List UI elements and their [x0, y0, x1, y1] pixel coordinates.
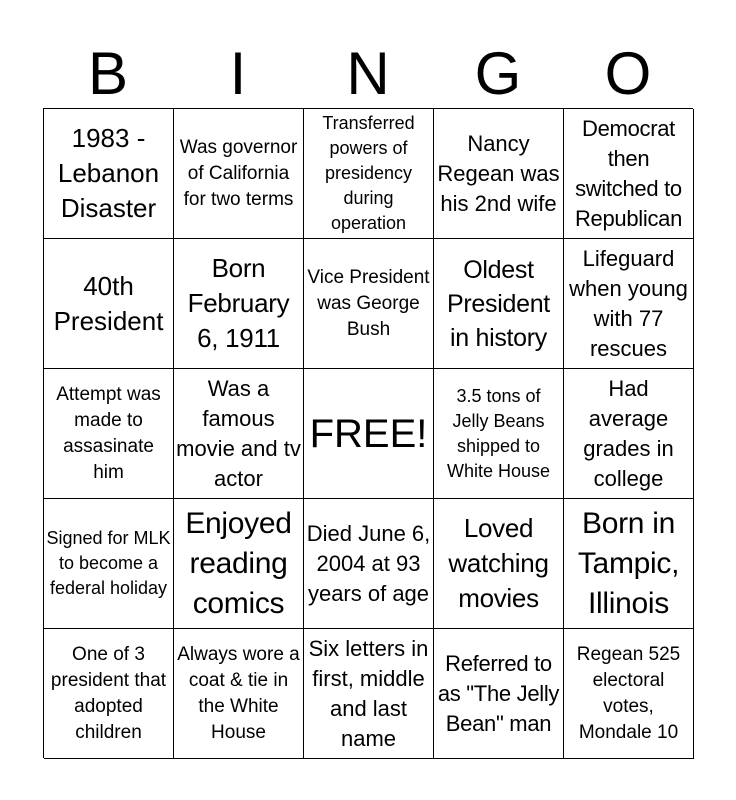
- bingo-cell[interactable]: [434, 369, 564, 499]
- cell-text: Always wore a coat & tie in the White House: [177, 643, 300, 743]
- free-space-text: FREE!: [309, 411, 428, 456]
- bingo-cell[interactable]: [434, 239, 564, 369]
- bingo-cell[interactable]: [44, 109, 174, 239]
- cell-text: Democrat then switched to Republican: [574, 115, 683, 231]
- cell-text: Oldest President in history: [447, 255, 550, 352]
- cell-text: Attempt was made to assasinate him: [56, 383, 161, 483]
- bingo-cell[interactable]: [44, 369, 174, 499]
- bingo-cell[interactable]: [174, 629, 304, 759]
- bingo-cell[interactable]: [304, 629, 434, 759]
- cell-text: Born February 6, 1911: [187, 253, 290, 353]
- bingo-cell[interactable]: [44, 239, 174, 369]
- bingo-cell[interactable]: [174, 369, 304, 499]
- bingo-cell[interactable]: [564, 239, 694, 369]
- bingo-cell[interactable]: [304, 499, 434, 629]
- cell-text: One of 3 president that adopted children: [50, 643, 167, 743]
- bingo-header: [43, 40, 693, 108]
- bingo-cell[interactable]: [304, 239, 434, 369]
- cell-text: 40th President: [53, 270, 164, 336]
- bingo-grid: [43, 108, 693, 758]
- bingo-cell[interactable]: [174, 499, 304, 629]
- cell-text: Referred to as "The Jelly Bean" man: [437, 650, 560, 736]
- bingo-cell[interactable]: [304, 109, 434, 239]
- cell-text: Was governor of California for two terms: [179, 136, 298, 210]
- cell-text: 3.5 tons of Jelly Beans shipped to White House: [446, 385, 551, 481]
- header-letter-i: I: [229, 40, 247, 107]
- cell-text: Enjoyed reading comics: [185, 506, 292, 620]
- bingo-cell[interactable]: [434, 629, 564, 759]
- bingo-cell[interactable]: [564, 629, 694, 759]
- cell-text: Transferred powers of presidency during operation: [322, 113, 415, 233]
- free-space-cell[interactable]: [304, 369, 434, 499]
- bingo-cell[interactable]: [174, 109, 304, 239]
- bingo-cell[interactable]: [44, 499, 174, 629]
- header-letter-o: O: [604, 40, 652, 107]
- header-letter-g: G: [474, 40, 522, 107]
- cell-text: Nancy Regean was his 2nd wife: [437, 130, 560, 216]
- cell-text: Had average grades in college: [583, 375, 674, 491]
- bingo-cell[interactable]: [434, 109, 564, 239]
- cell-text: Six letters in first, middle and last name: [308, 635, 429, 751]
- header-letter-n: N: [346, 40, 390, 107]
- bingo-cell[interactable]: [564, 499, 694, 629]
- cell-text: Born in Tampic, Illinois: [577, 506, 680, 620]
- cell-text: Vice President was George Bush: [307, 266, 430, 340]
- bingo-cell[interactable]: [174, 239, 304, 369]
- cell-text: Regean 525 electoral votes, Mondale 10: [576, 643, 681, 743]
- cell-text: Died June 6, 2004 at 93 years of age: [306, 520, 431, 606]
- bingo-cell[interactable]: [564, 109, 694, 239]
- cell-text: 1983 - Lebanon Disaster: [57, 123, 160, 223]
- header-letter-b: B: [87, 40, 129, 107]
- bingo-cell[interactable]: [434, 499, 564, 629]
- cell-text: Lifeguard when young with 77 rescues: [569, 245, 688, 361]
- cell-text: Loved watching movies: [448, 513, 549, 613]
- cell-text: Signed for MLK to become a federal holiday: [46, 528, 171, 598]
- cell-text: Was a famous movie and tv actor: [176, 375, 301, 491]
- bingo-cell[interactable]: [564, 369, 694, 499]
- bingo-cell[interactable]: [44, 629, 174, 759]
